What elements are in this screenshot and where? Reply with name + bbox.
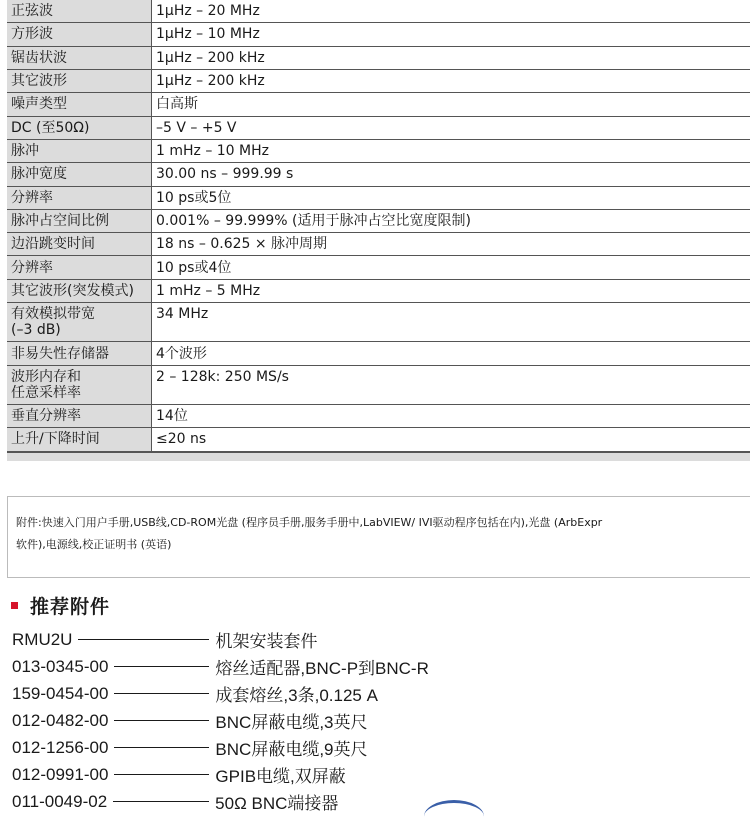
leader-line — [114, 774, 209, 776]
leader-line — [113, 801, 209, 803]
spec-row — [7, 116, 750, 139]
part-description: GPIB电缆,双屏蔽 — [215, 762, 345, 787]
spec-value: 34 MHz — [152, 303, 750, 342]
spec-row — [7, 163, 750, 186]
spec-label: 正弦波 — [7, 0, 152, 23]
spec-label: 噪声类型 — [7, 93, 152, 116]
spec-table-body — [7, 0, 750, 451]
part-number: 159-0454-00 — [12, 684, 108, 704]
part-description: 机架安装套件 — [215, 627, 317, 652]
part-number: 013-0345-00 — [12, 657, 108, 677]
part-number: 012-1256-00 — [12, 738, 108, 758]
spec-value: 30.00 ns – 999.99 s — [152, 163, 750, 186]
spec-label: 锯齿状波 — [7, 46, 152, 69]
spec-label: 边沿跳变时间 — [7, 233, 152, 256]
spec-row — [7, 233, 750, 256]
spec-value: 1 mHz – 10 MHz — [152, 139, 750, 162]
spec-label: 脉冲占空间比例 — [7, 209, 152, 232]
spec-table — [7, 0, 750, 452]
spec-row — [7, 23, 750, 46]
spec-label: 方形波 — [7, 23, 152, 46]
spec-row — [7, 342, 750, 365]
spec-label: 分辨率 — [7, 186, 152, 209]
part-description: BNC屏蔽电缆,3英尺 — [215, 708, 367, 733]
spec-value: ≤20 ns — [152, 428, 750, 451]
spec-row — [7, 428, 750, 451]
spec-row — [7, 69, 750, 92]
part-description: 50Ω BNC端接器 — [215, 789, 338, 814]
recommended-item — [12, 734, 429, 761]
spec-label: 非易失性存储器 — [7, 342, 152, 365]
spec-label: DC (至50Ω) — [7, 116, 152, 139]
spec-label: 有效模拟带宽 (–3 dB) — [7, 303, 152, 342]
spec-label: 波形内存和 任意采样率 — [7, 365, 152, 404]
spec-row — [7, 405, 750, 428]
part-description: 熔丝适配器,BNC-P到BNC-R — [215, 654, 428, 679]
recommended-item — [12, 788, 429, 815]
recommended-item — [12, 707, 429, 734]
accessories-text — [16, 512, 750, 556]
recommended-item — [12, 653, 429, 680]
spec-value: 14位 — [152, 405, 750, 428]
spec-value: 白高斯 — [152, 93, 750, 116]
leader-line — [114, 693, 209, 695]
part-number: 012-0482-00 — [12, 711, 108, 731]
table-bottom-band — [7, 452, 750, 461]
accessories-line-1: 附件:快速入门用户手册,USB线,CD-ROM光盘 (程序员手册,服务手册中,LabVIEW/ IVI驱动程序包括在内),光盘 (ArbExpr — [16, 512, 750, 534]
spec-value: 1 mHz – 5 MHz — [152, 279, 750, 302]
spec-value: 2 – 128k: 250 MS/s — [152, 365, 750, 404]
leader-line — [114, 720, 209, 722]
spec-label: 上升/下降时间 — [7, 428, 152, 451]
spec-label: 脉冲 — [7, 139, 152, 162]
recommended-list — [12, 626, 429, 815]
part-description: BNC屏蔽电缆,9英尺 — [215, 735, 367, 760]
spec-label: 脉冲宽度 — [7, 163, 152, 186]
spec-label: 其它波形 — [7, 69, 152, 92]
recommended-item — [12, 761, 429, 788]
recommended-title: 推荐附件 — [30, 592, 110, 619]
red-square-bullet-icon — [11, 602, 18, 609]
spec-row — [7, 256, 750, 279]
leader-line — [114, 666, 209, 668]
spec-label: 分辨率 — [7, 256, 152, 279]
spec-row — [7, 279, 750, 302]
spec-row — [7, 209, 750, 232]
spec-value: 10 ps或5位 — [152, 186, 750, 209]
recommended-item — [12, 680, 429, 707]
spec-label: 垂直分辨率 — [7, 405, 152, 428]
spec-row — [7, 139, 750, 162]
part-number: 012-0991-00 — [12, 765, 108, 785]
spec-value: 1μHz – 200 kHz — [152, 69, 750, 92]
spec-value: 18 ns – 0.625 × 脉冲周期 — [152, 233, 750, 256]
partial-logo-icon — [424, 800, 484, 833]
spec-value: 10 ps或4位 — [152, 256, 750, 279]
spec-value: 1μHz – 10 MHz — [152, 23, 750, 46]
accessories-line-2: 软件),电源线,校正证明书 (英语) — [16, 534, 750, 556]
spec-row — [7, 365, 750, 404]
leader-line — [78, 639, 209, 641]
part-description: 成套熔丝,3条,0.125 A — [215, 681, 378, 706]
spec-row — [7, 0, 750, 23]
leader-line — [114, 747, 209, 749]
recommended-item — [12, 626, 429, 653]
part-number: 011-0049-02 — [12, 792, 107, 812]
spec-row — [7, 93, 750, 116]
spec-row — [7, 303, 750, 342]
spec-label: 其它波形(突发模式) — [7, 279, 152, 302]
spec-value: 4个波形 — [152, 342, 750, 365]
recommended-heading — [11, 592, 110, 618]
spec-row — [7, 46, 750, 69]
part-number: RMU2U — [12, 630, 72, 650]
spec-value: 1μHz – 200 kHz — [152, 46, 750, 69]
spec-value: –5 V – +5 V — [152, 116, 750, 139]
spec-value: 1μHz – 20 MHz — [152, 0, 750, 23]
spec-value: 0.001% – 99.999% (适用于脉冲占空比宽度限制) — [152, 209, 750, 232]
spec-row — [7, 186, 750, 209]
